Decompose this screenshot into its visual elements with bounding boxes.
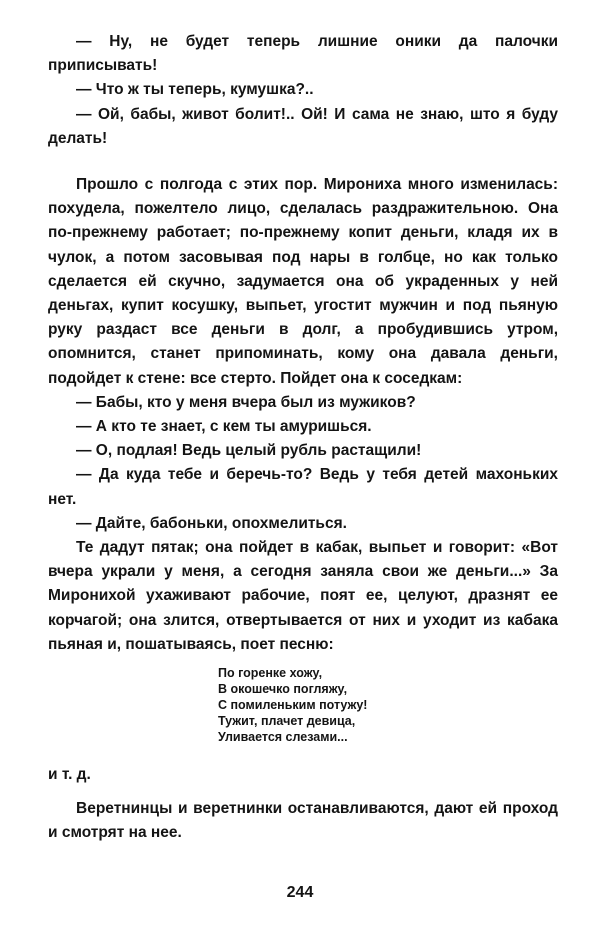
narrative-paragraph: Прошло с полгода с этих пор. Мирониха много изменилась: похудела, пожелтело лицо, сделалась раздражительною. Она по-прежнему работает; по-прежнему копит деньги, кладя их в чулок, а потом засовывая под нары в голбце, но как только сделается ей скучно, задумается она об украденных у ней деньгах, купит косушку, выпьет, угостит мужчин и под пьяную руку раздаст все деньги в долг, а пробудившись утром, опомнится, станет припоминать, кому она давала деньги, подойдет к стене: все стерто. Пойдет она к соседкам:: [48, 176, 558, 387]
section-gap: [48, 151, 558, 173]
etc-marker: и т. д.: [48, 766, 91, 784]
section-gap: [48, 787, 558, 797]
dialogue-line: — А кто те знает, с кем ты амуришься.: [76, 418, 372, 436]
page-number: 244: [286, 884, 314, 901]
verse-line: В окошечко погляжу,: [218, 682, 348, 697]
dialogue-line: — Ой, бабы, живот болит!.. Ой! И сама не знаю, што я буду делать!: [48, 105, 558, 147]
verse-line: По горенке хожу,: [218, 666, 323, 681]
narrative-paragraph: Те дадут пятак; она пойдет в кабак, выпьет и говорит: «Вот вчера украли у меня, а сегодня заняла свои же деньги...» За Миронихой ухаживают рабочие, поят ее, целуют, дразнят ее корчагой; она злится, отвертывается от них и уходит из кабака пьяная и, пошатываясь, поет песню:: [48, 539, 558, 653]
verse-line: Тужит, плачет девица,: [218, 714, 356, 729]
book-page: [48, 30, 558, 846]
closing-paragraph: Веретнинцы и веретнинки останавливаются, дают ей проход и смотрят на нее.: [48, 800, 558, 842]
dialogue-line: — Бабы, кто у меня вчера был из мужиков?: [76, 393, 416, 411]
dialogue-line: — О, подлая! Ведь целый рубль растащили!: [76, 442, 422, 460]
song-verse: [218, 665, 558, 745]
verse-line: С помиленьким потужу!: [218, 698, 368, 713]
dialogue-line: — Что ж ты теперь, кумушка?..: [76, 81, 314, 99]
dialogue-line: — Дайте, бабоньки, опохмелиться.: [76, 514, 347, 532]
verse-line: Уливается слезами...: [218, 730, 348, 745]
dialogue-line: — Да куда тебе и беречь-то? Ведь у тебя детей махоньких нет.: [48, 466, 558, 508]
dialogue-line: — Ну, не будет теперь лишние оники да палочки приписывать!: [48, 33, 558, 75]
